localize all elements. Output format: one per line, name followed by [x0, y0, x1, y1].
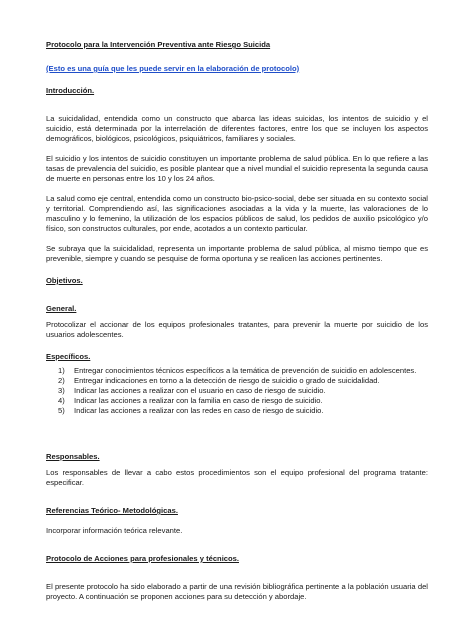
- specific-heading: Específicos.: [46, 352, 91, 361]
- general-heading: General.: [46, 304, 77, 313]
- list-item: 1) Entregar conocimientos técnicos específicos a la temática de prevención de suicidio en adolescentes.: [58, 366, 417, 375]
- list-item: 4) Indicar las acciones a realizar con la familia en caso de riesgo de suicidio.: [58, 396, 323, 405]
- protocolo-text: El presente protocolo ha sido elaborado a partir de una revisión bibliográfica pertinente a la población usuaria del proyecto. A continuación se proponen acciones para su detección y abordaje.: [46, 582, 428, 601]
- list-item: 5) Indicar las acciones a realizar con las redes en caso de riesgo de suicidio.: [58, 406, 324, 415]
- intro-paragraph-3: La salud como eje central, entendida como un constructo bio-psico-social, debe ser situada en su contexto social y territorial. Comprendiendo así, las significaciones asociadas a la vida y la muerte, las valoraciones de lo masculino y lo femenino, la utilización de los espacios públicos de salud, los pedidos de auxilio psicológico y/o físico, son constructos culturales, por ende, acotados a un contexto particular.: [46, 194, 428, 233]
- list-item: 3) Indicar las acciones a realizar con el usuario en caso de riesgo de suicidio.: [58, 386, 326, 395]
- document-title: Protocolo para la Intervención Preventiva ante Riesgo Suicida: [46, 40, 271, 49]
- protocolo-heading: Protocolo de Acciones para profesionales y técnicos.: [46, 554, 239, 563]
- general-text: Protocolizar el accionar de los equipos profesionales tratantes, para prevenir la muerte por suicidio de los usuarios adolescentes.: [46, 320, 428, 339]
- responsables-heading: Responsables.: [46, 452, 100, 461]
- intro-heading: Introducción.: [46, 86, 95, 95]
- intro-paragraph-4: Se subraya que la suicidalidad, representa un importante problema de salud pública, al mismo tiempo que es prevenible, siempre y cuando se pesquise de forma oportuna y se realicen las acciones pertinentes.: [46, 244, 428, 263]
- responsables-text: Los responsables de llevar a cabo estos procedimientos son el equipo profesional del programa tratante: especificar.: [46, 468, 428, 487]
- referencias-heading: Referencias Teórico- Metodológicas.: [46, 506, 178, 515]
- document-subtitle: (Esto es una guía que les puede servir en la elaboración de protocolo): [46, 64, 300, 73]
- specific-objectives-list: [46, 366, 428, 416]
- intro-paragraph-2: El suicidio y los intentos de suicidio constituyen un importante problema de salud pública. En lo que refiere a las tasas de prevalencia del suicidio, es posible plantear que a nivel mundial el suicidio representa la segunda causa de muerte en personas entre los 10 y los 24 años.: [46, 154, 428, 183]
- list-item: 2) Entregar indicaciones en torno a la detección de riesgo de suicidio o grado de suicidalidad.: [58, 376, 380, 385]
- objectives-heading: Objetivos.: [46, 276, 83, 285]
- referencias-text: Incorporar información teórica relevante.: [46, 526, 183, 535]
- intro-paragraph-1: La suicidalidad, entendida como un constructo que abarca las ideas suicidas, los intentos de suicidio y el suicidio, está determinada por la interrelación de diferentes factores, entre los que se incluyen los aspectos demográficos, biológicos, psicológicos, psiquiátricos, familiares y sociales.: [46, 114, 428, 143]
